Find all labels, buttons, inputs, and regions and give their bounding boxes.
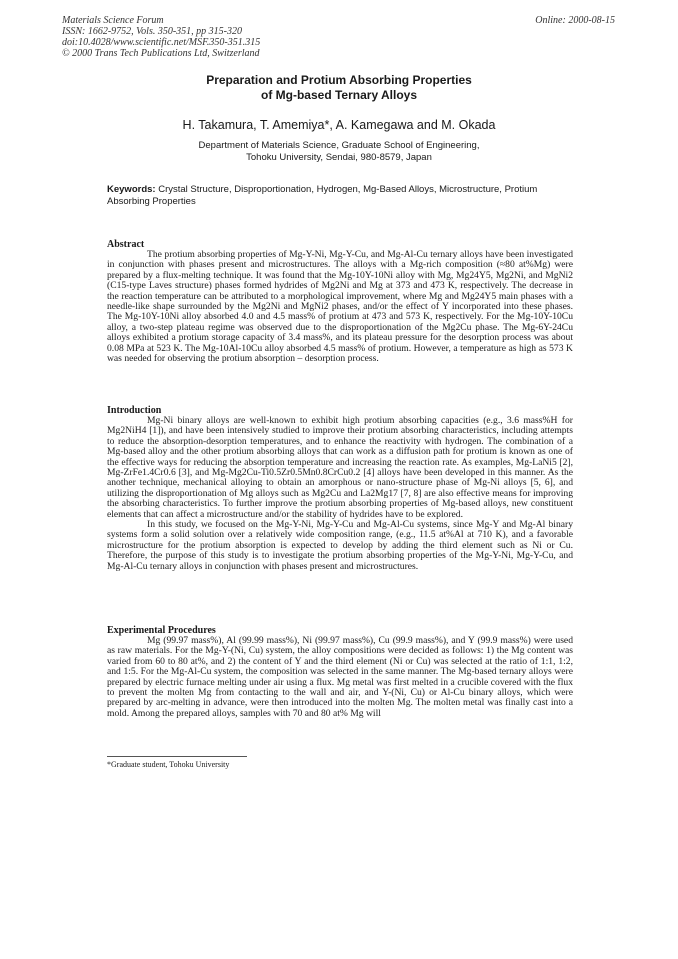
paper-title bbox=[0, 73, 678, 103]
online-date: Online: 2000-08-15 bbox=[535, 15, 615, 26]
footnote-divider bbox=[107, 756, 247, 757]
keywords bbox=[107, 184, 573, 207]
abstract-section bbox=[107, 239, 573, 364]
doi-link[interactable]: doi:10.4028/www.scientific.net/MSF.350-351.315 bbox=[62, 37, 261, 48]
introduction-paragraph-1: Mg-Ni binary alloys are well-known to exhibit high protium absorbing capacities (e.g., 3.6 mass%H for Mg2NiH4 [1]), and have been intensively studied to improve their protium absorbing characteristics, including attempts to reduce the absorption-desorption temperatures, and to enhance the reactivity with hydrogen. The combination of a Mg-based alloy and the other protium absorbing alloys that can work as a diffusion path for protium is known as one of the effective ways for reducing the absorption temperature and increasing the reaction rate. As examples, Mg-LaNi5 [2], Mg-ZrFe1.4Cr0.6 [3], and Mg-Mg2Cu-Ti0.5Zr0.5Mn0.8CrCu0.2 [4] alloys have been developed in this manner. As the another technique, mechanical alloying to obtain an amorphous or nano-structure phase of Mg-Ni alloys [5, 6], and utilizing the disproportionation of Mg alloys such as Mg2Cu and La2Mg17 [7, 8] are also effective means for improving the absorbing characteristics. To further improve the protium absorbing properties of Mg-based alloys, new constituent elements that can affect a microstructure and/or the stability of hydrides have to be explored. bbox=[107, 415, 573, 520]
footnote: *Graduate student, Tohoku University bbox=[107, 760, 230, 769]
introduction-paragraph-2: In this study, we focused on the Mg-Y-Ni, Mg-Y-Cu and Mg-Al-Cu systems, since Mg-Y and Mg-Al binary systems form a solid solution over a relatively wide composition range, (e.g., 11.5 at%Al at 710 K), and a favorable microstructure for the protium absorption is expected to develop by adding the third element such as Ni or Cu. Therefore, the purpose of this study is to investigate the protium absorbing properties of the Mg-Y-Ni, Mg-Y-Cu, and Mg-Al-Cu ternary alloys in conjunction with phases present and microstructures. bbox=[107, 519, 573, 572]
copyright-line: © 2000 Trans Tech Publications Ltd, Switzerland bbox=[62, 48, 260, 59]
experimental-heading: Experimental Procedures bbox=[107, 625, 216, 636]
experimental-section bbox=[107, 625, 573, 719]
abstract-heading: Abstract bbox=[107, 239, 145, 250]
keywords-text: Crystal Structure, Disproportionation, Hydrogen, Mg-Based Alloys, Microstructure, Protium Absorbing Properties bbox=[107, 184, 538, 207]
introduction-section bbox=[107, 405, 573, 572]
affiliation-line-2: Tohoku University, Sendai, 980-8579, Japan bbox=[246, 151, 432, 163]
affiliation-line-1: Department of Materials Science, Graduate School of Engineering, bbox=[198, 140, 480, 151]
issn-line: ISSN: 1662-9752, Vols. 350-351, pp 315-320 bbox=[62, 26, 242, 37]
keywords-label: Keywords: bbox=[107, 184, 156, 195]
title-line-2: of Mg-based Ternary Alloys bbox=[260, 88, 418, 102]
journal-name: Materials Science Forum bbox=[62, 15, 164, 26]
journal-header bbox=[62, 15, 260, 59]
author-list: H. Takamura, T. Amemiya*, A. Kamegawa and M. Okada bbox=[182, 118, 496, 132]
experimental-text: Mg (99.97 mass%), Al (99.99 mass%), Ni (99.97 mass%), Cu (99.9 mass%), and Y (99.9 mass%) were used as raw materials. For the Mg-Y-(Ni, Cu) system, the alloy compositions were decided as follows: 1) the Mg content was varied from 60 to 80 at%, and 2) the content of Y and the third element (Ni or Cu) was selected at the ratio of 1:1, 1:2, and 1:5. For the Mg-Al-Cu system, the composition was selected in the same manner. The Mg-based ternary alloys were prepared by electric furnace melting under air using a flux. Mg metal was first melted in a crucible covered with the flux to prevent the molten Mg from contacting to the wall and air, and Y-(Ni, Cu) or Al-Cu binary alloys, which were prepared by arc-melting in advance, were then introduced into the molten Mg. The molten metal was finally cast into a mold. Among the prepared alloys, samples with 70 and 80 at% Mg will bbox=[107, 635, 573, 719]
title-line-1: Preparation and Protium Absorbing Properties bbox=[206, 73, 472, 87]
introduction-heading: Introduction bbox=[107, 405, 162, 416]
abstract-text: The protium absorbing properties of Mg-Y-Ni, Mg-Y-Cu, and Mg-Al-Cu ternary alloys have been investigated in conjunction with phases present and microstructures. The alloys with a Mg-rich composition (≈80 at%Mg) were prepared by a flux-melting technique. It was found that the Mg-10Y-10Ni alloy with Mg, Mg24Y5, Mg2Ni, and MgNi2 (C15-type Laves structure) phases formed hydrides of Mg2Ni and Mg at 373 and 473 K, respectively. The decrease in the reaction temperature can be attributed to a morphological improvement, where Mg and Mg24Y5 main phases with a needle-like shape surrounded by the Mg2Ni and MgNi2 phases, and/or the effect of Y incorporated into these phases. The Mg-10Y-10Ni alloy absorbed 4.0 and 4.5 mass% of protium at 473 and 573 K, respectively. For the Mg-10Y-10Cu alloy, a two-step plateau regime was observed due to the disproportionation of the Mg2Cu phase. The Mg-6Y-24Cu alloys exhibited a protium storage capacity of 3.4 mass%, and its plateau pressure for the desorption process was about 0.08 MPa at 523 K. The Mg-10Al-10Cu alloy absorbed 4.5 mass% of protium. However, a temperature as high as 573 K was needed for observing the protium absorption – desorption process. bbox=[107, 249, 573, 365]
affiliation bbox=[0, 140, 678, 163]
